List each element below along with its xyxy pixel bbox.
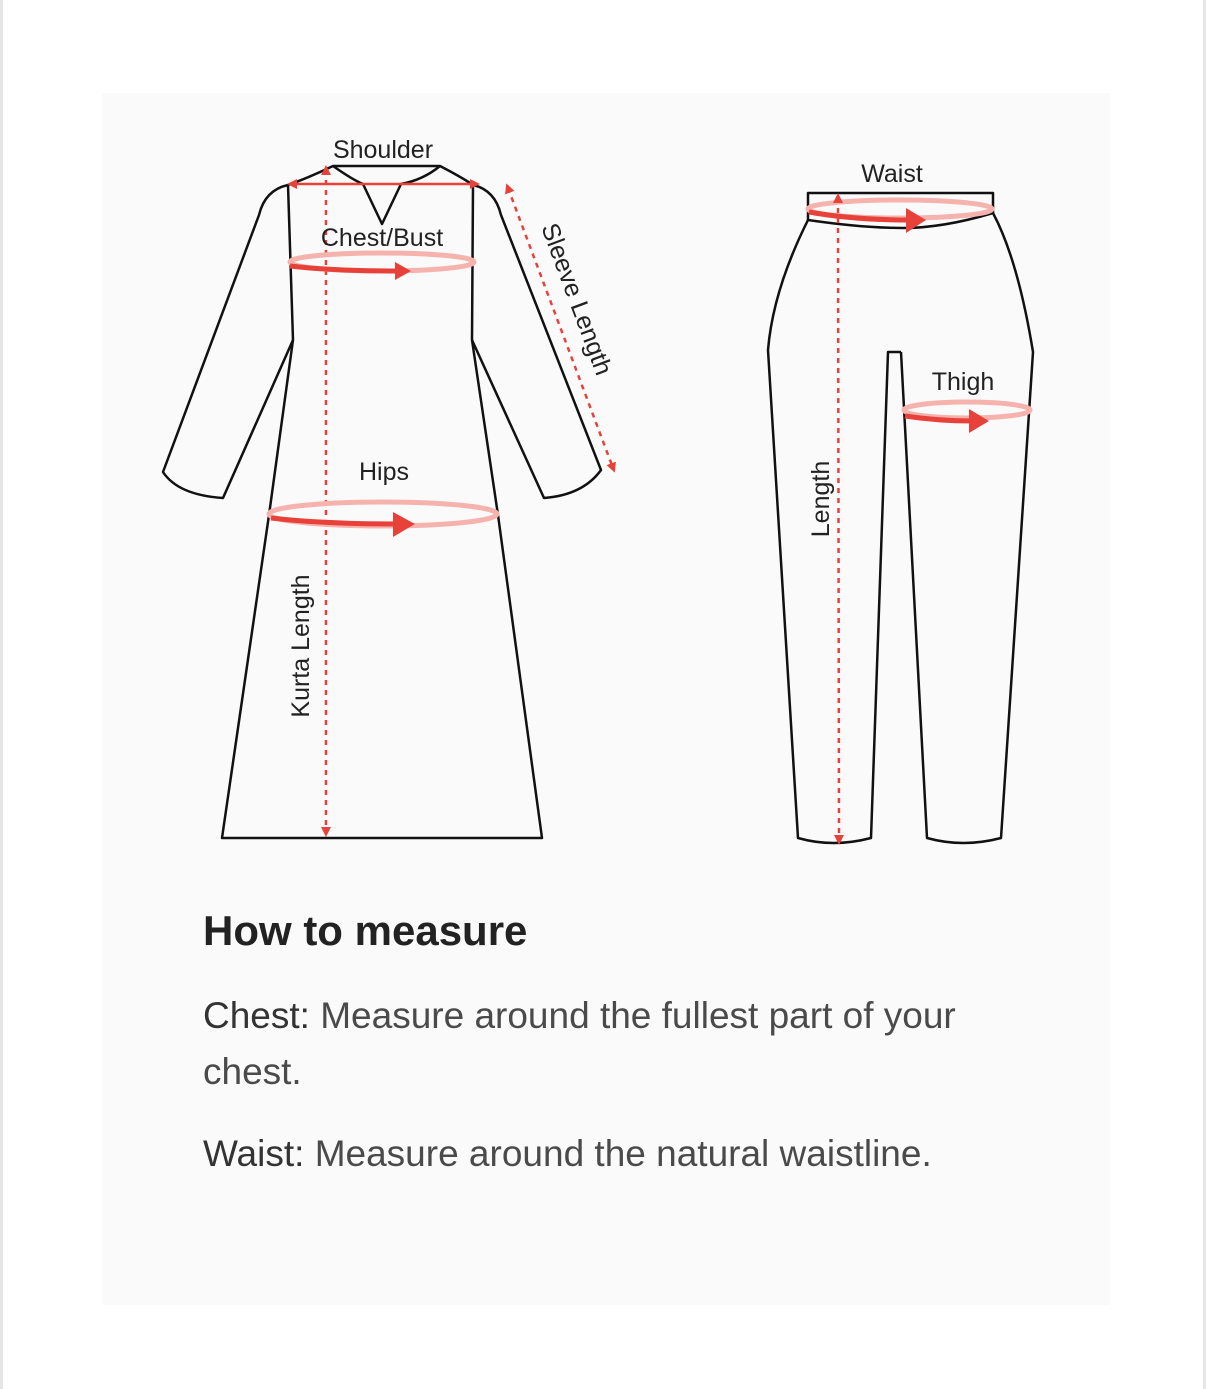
thigh-label: Thigh: [931, 368, 995, 396]
waist-instruction: [203, 1126, 1023, 1182]
pant-length-arrow: [838, 198, 839, 840]
hips-measure-ring: [269, 502, 497, 537]
how-to-measure-section: [203, 900, 1023, 1182]
sleeve-length-label: Sleeve Length: [535, 219, 618, 379]
chest-instruction: [203, 988, 1023, 1100]
chest-measure-ring: [290, 253, 474, 280]
how-to-measure-title: How to measure: [203, 907, 528, 954]
waist-label: Waist: [861, 160, 923, 188]
length-label: Length: [807, 460, 835, 538]
chest-term: Chest:: [203, 995, 310, 1036]
hips-label: Hips: [358, 458, 410, 486]
thigh-measure-ring: [904, 402, 1030, 433]
waist-term: Waist:: [203, 1133, 305, 1174]
measurement-diagram: [3, 0, 1206, 880]
chest-bust-label: Chest/Bust: [320, 224, 444, 252]
chest-description: Measure around the fullest part of your chest.: [203, 995, 956, 1092]
kurta-length-label: Kurta Length: [287, 574, 315, 718]
shoulder-label: Shoulder: [332, 136, 434, 164]
waist-description: Measure around the natural waistline.: [304, 1133, 932, 1174]
